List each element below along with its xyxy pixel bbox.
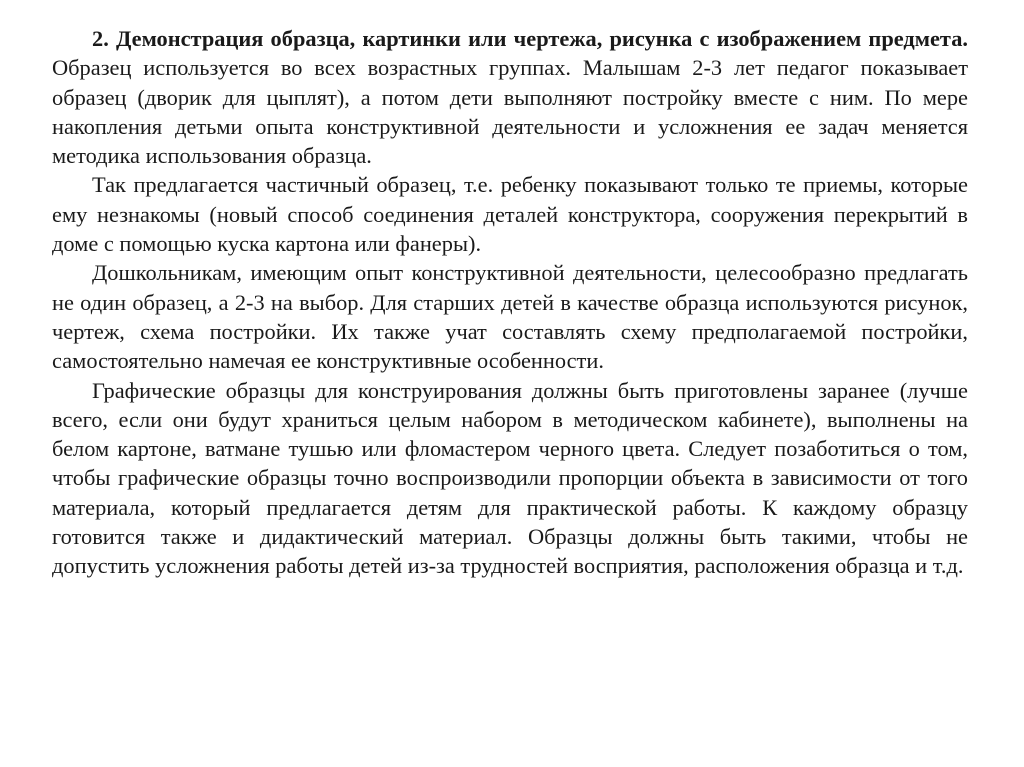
paragraph-graphic-samples xyxy=(52,376,968,581)
paragraph-text: Так предлагается частичный образец, т.е. ребенку показывают только те приемы, которые ему незнакомы (новый способ соединения деталей конструктора, сооружения перекрытий в доме с помощью куска картона или фанеры). xyxy=(52,172,968,257)
paragraph-partial-sample xyxy=(52,170,968,258)
section-heading: 2. Демонстрация образца, картинки или чертежа, рисунка с изображением предмета. xyxy=(92,26,968,51)
paragraph-text: Графические образцы для конструирования должны быть приготовлены заранее (лучше всего, если они будут храниться целым набором в методическом кабинете), выполнены на белом картоне, ватмане тушью или фломастером черного цвета. Следует позаботиться о том, чтобы графические образцы точно воспроизводили пропорции объекта в зависимости от того материала, который предлагается детям для практической работы. К каждому образцу готовится также и дидактический материал. Образцы должны быть такими, чтобы не допустить усложнения работы детей из-за трудностей восприятия, расположения образца и т.д. xyxy=(52,377,968,579)
paragraph-text: Дошкольникам, имеющим опыт конструктивной деятельности, целесообразно предлагать не один образец, а 2-3 на выбор. Для старших детей в качестве образца используются рисунок, чертеж, схема постройки. Их также учат составлять схему предполагаемой постройки, самостоятельно намечая ее конструктивные особенности. xyxy=(52,260,968,374)
paragraph-demonstration xyxy=(52,24,968,170)
document-page xyxy=(52,24,968,581)
paragraph-preschoolers xyxy=(52,258,968,375)
paragraph-text: Образец используется во всех возрастных группах. Малышам 2-3 лет педагог показывает образец (дворик для цыплят), а потом дети выполняют постройку вместе с ним. По мере накопления детьми опыта конструктивной деятельности и усложнения ее задач меняется методика использования образца. xyxy=(52,55,968,169)
